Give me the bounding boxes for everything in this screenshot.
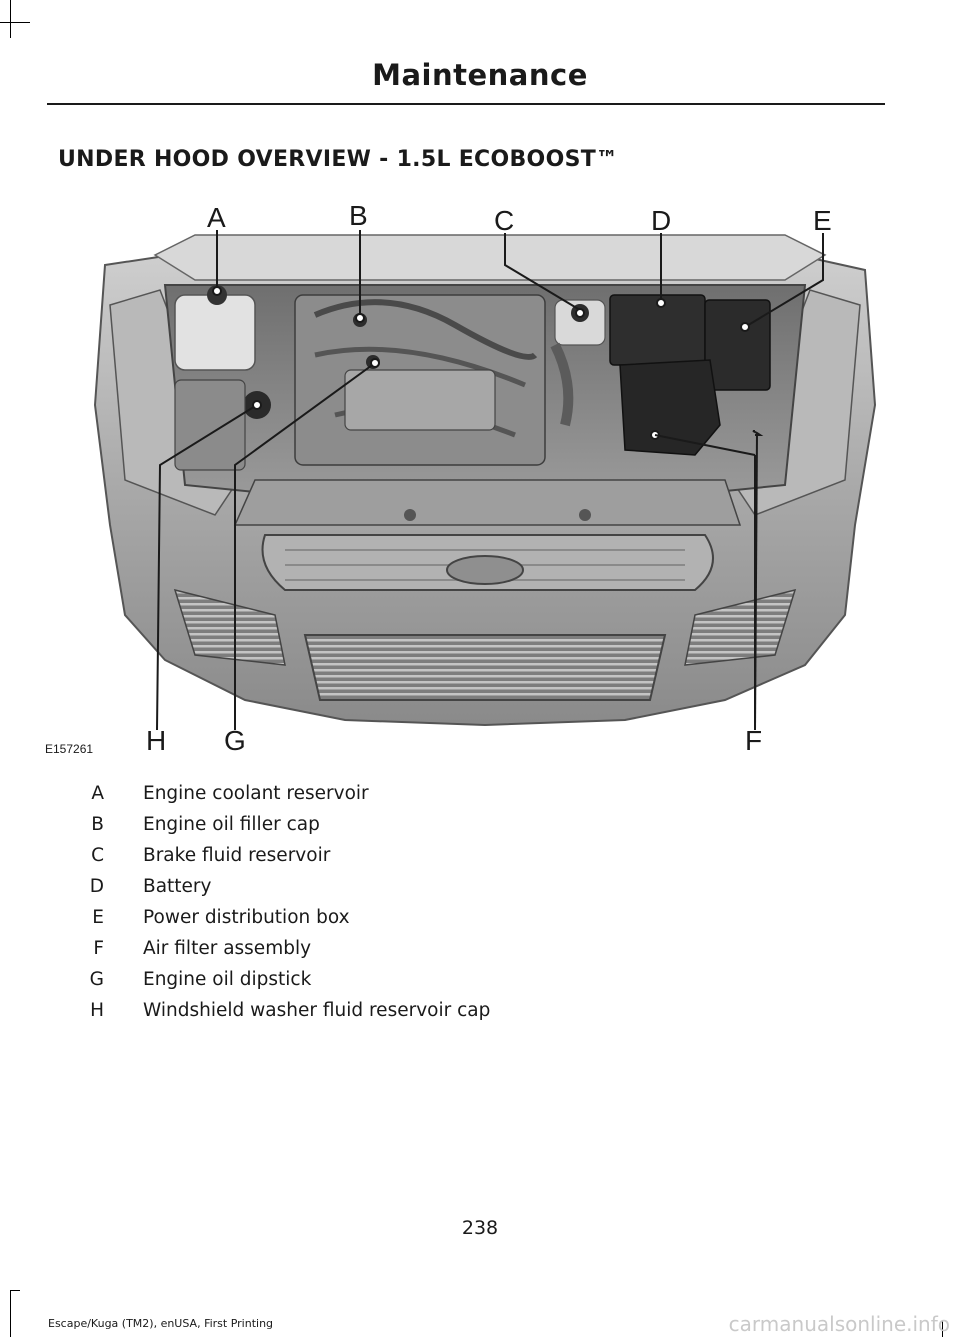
legend-key: D	[89, 876, 104, 897]
legend-label: Power distribution box	[143, 907, 350, 928]
hood	[155, 235, 825, 280]
lower-grille	[305, 635, 665, 700]
engine-bay-illustration	[45, 195, 885, 760]
legend-label: Engine oil filler cap	[143, 814, 320, 835]
legend-key: C	[91, 845, 104, 866]
watermark: carmanualsonline.info	[728, 1312, 950, 1336]
legend-label: Engine coolant reservoir	[143, 783, 369, 804]
legend-label: Engine oil dipstick	[143, 969, 312, 990]
header-divider	[47, 103, 885, 105]
callout-e: E	[813, 205, 832, 236]
legend-label: Windshield washer fluid reservoir cap	[143, 1000, 491, 1021]
legend-key: H	[90, 1000, 104, 1021]
crop-mark	[10, 1290, 20, 1291]
radiator-support	[235, 480, 740, 525]
legend-key: A	[91, 783, 104, 804]
legend-key: E	[92, 907, 104, 928]
legend-key: B	[91, 814, 104, 835]
crop-mark	[10, 1290, 11, 1337]
section-title: UNDER HOOD OVERVIEW - 1.5L ECOBOOST™	[58, 147, 619, 172]
callout-c: C	[494, 205, 515, 236]
page-header-title: Maintenance	[372, 58, 588, 92]
crop-mark	[0, 22, 30, 23]
callout-a: A	[207, 202, 226, 233]
figure-id: E157261	[45, 742, 94, 756]
crop-mark	[10, 0, 11, 38]
legend-label: Air filter assembly	[143, 938, 312, 959]
emblem	[447, 556, 523, 584]
legend-key: F	[93, 938, 104, 959]
page-number: 238	[461, 1217, 499, 1239]
legend-label: Brake fluid reservoir	[143, 845, 331, 866]
callout-b: B	[349, 200, 368, 231]
callout-g: G	[224, 725, 246, 756]
legend-key: G	[89, 969, 104, 990]
callout-h: H	[146, 725, 167, 756]
callout-d: D	[651, 205, 672, 236]
footer-text: Escape/Kuga (TM2), enUSA, First Printing	[48, 1317, 274, 1330]
legend-label: Battery	[143, 876, 212, 897]
callout-f: F	[745, 725, 763, 756]
